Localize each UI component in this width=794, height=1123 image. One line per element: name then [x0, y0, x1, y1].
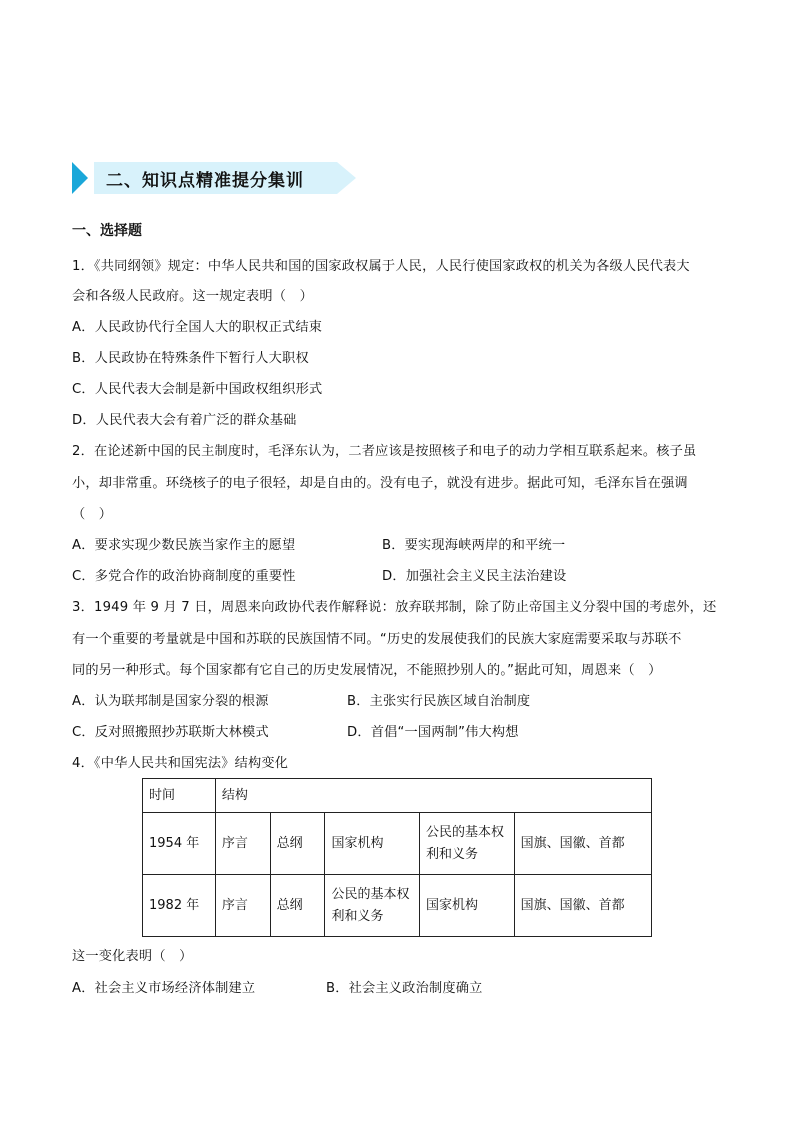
- section-title: 一、选择题: [72, 223, 142, 239]
- table-cell: 国家机构: [325, 813, 420, 875]
- q2-stem-line-2: 小，却非常重。环绕核子的电子很轻，却是自由的。没有电子，就没有进步。据此可知，毛泽东旨在强调: [72, 476, 688, 491]
- q2-option-c: C．多党合作的政治协商制度的重要性: [72, 569, 296, 584]
- q3-stem-line-2: 有一个重要的考量就是中国和苏联的民族国情不同。“历史的发展使我们的民族大家庭需要采取与苏联不: [72, 632, 682, 647]
- q3-option-a: A．认为联邦制是国家分裂的根源: [72, 694, 269, 709]
- table-cell: 国旗、国徽、首都: [514, 875, 651, 937]
- q2-stem-line-3: （ ）: [72, 507, 113, 522]
- q1-option-d: D．人民代表大会有着广泛的群众基础: [72, 413, 297, 428]
- q4-option-a: A．社会主义市场经济体制建立: [72, 981, 256, 996]
- table-cell: 国家机构: [420, 875, 515, 937]
- table-cell-time: 1982 年: [143, 875, 216, 937]
- table-cell: 总纲: [270, 875, 325, 937]
- q3-stem-line-3: 同的另一种形式。每个国家都有它自己的历史发展情况，不能照抄别人的。”据此可知，周恩来（ ）: [72, 663, 662, 678]
- constitution-structure-table: [142, 778, 652, 937]
- section-banner: [72, 162, 357, 194]
- q4-option-b: B．社会主义政治制度确立: [326, 981, 483, 996]
- q3-stem-line-1: 3．1949 年 9 月 7 日，周恩来向政协代表作解释说：放弃联邦制，除了防止帝国主义分裂中国的考虑外，还: [72, 600, 717, 615]
- table-header-structure: 结构: [215, 779, 651, 813]
- table-header-time: 时间: [143, 779, 216, 813]
- table-header-row: [143, 779, 652, 813]
- table-row: [143, 813, 652, 875]
- table-cell: 公民的基本权利和义务: [420, 813, 515, 875]
- table-cell: 总纲: [270, 813, 325, 875]
- q1-stem-line-2: 会和各级人民政府。这一规定表明（ ）: [72, 289, 313, 304]
- q2-option-b: B．要实现海峡两岸的和平统一: [382, 538, 566, 553]
- q1-stem-line-1: 1．《共同纲领》规定：中华人民共和国的国家政权属于人民，人民行使国家政权的机关为各级人民代表大: [72, 259, 690, 274]
- q2-stem-line-1: 2．在论述新中国的民主制度时，毛泽东认为，二者应该是按照核子和电子的动力学相互联系起来。核子虽: [72, 444, 697, 459]
- q3-option-d: D．首倡“一国两制”伟大构想: [347, 725, 519, 740]
- table-cell: 国旗、国徽、首都: [514, 813, 651, 875]
- q2-option-a: A．要求实现少数民族当家作主的愿望: [72, 538, 296, 553]
- q3-option-b: B．主张实行民族区域自治制度: [347, 694, 531, 709]
- table-row: [143, 875, 652, 937]
- q4-stem-line-2: 这一变化表明（ ）: [72, 949, 193, 964]
- table-cell: 公民的基本权利和义务: [325, 875, 420, 937]
- q1-option-a: A．人民政协代行全国人大的职权正式结束: [72, 320, 323, 335]
- table-cell-time: 1954 年: [143, 813, 216, 875]
- q3-option-c: C．反对照搬照抄苏联斯大林模式: [72, 725, 269, 740]
- q1-option-c: C．人民代表大会制是新中国政权组织形式: [72, 382, 323, 397]
- q4-stem-line-1: 4．《中华人民共和国宪法》结构变化: [72, 756, 289, 771]
- banner-title: 二、知识点精准提分集训: [106, 171, 304, 191]
- q2-option-d: D．加强社会主义民主法治建设: [382, 569, 567, 584]
- table-cell: 序言: [215, 813, 270, 875]
- table-cell: 序言: [215, 875, 270, 937]
- q1-option-b: B．人民政协在特殊条件下暂行人大职权: [72, 351, 309, 366]
